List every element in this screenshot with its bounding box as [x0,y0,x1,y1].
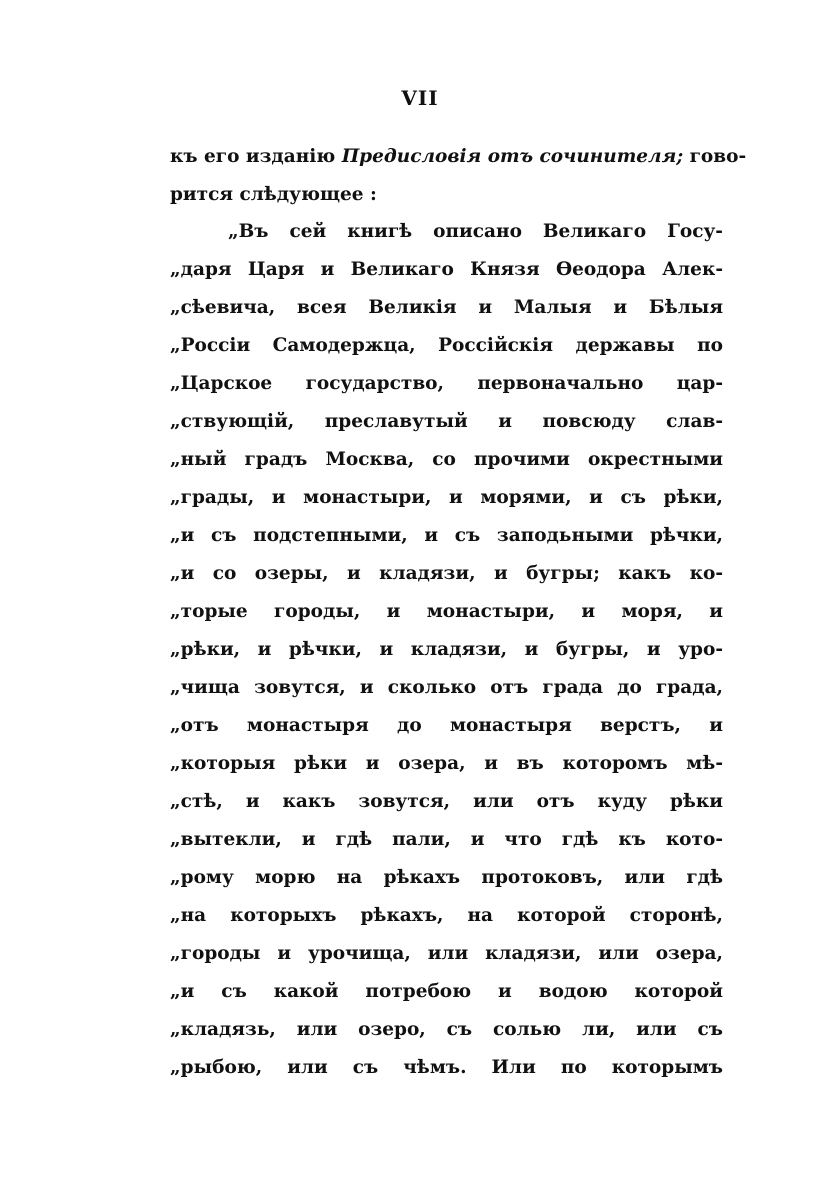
body-line: „и со озеры, и кладязи, и бугры; какъ ко- [170,563,723,584]
body-line: „Царское государство, первоначально цар- [170,373,723,394]
body-line: „отъ монастыря до монастыря верстъ, и [170,715,723,736]
body-line: „на которыхъ рѣкахъ, на которой сторонѣ, [170,905,723,926]
intro-line-1-italic: Предисловія отъ сочинителя; [341,146,684,167]
intro-paragraph [170,138,747,214]
intro-line-2: рится слѣдующее : [170,184,377,205]
body-line: „рѣки, и рѣчки, и кладязи, и бугры, и уро- [170,639,723,660]
body-line: „ствующій, преславутый и повсюду слав- [170,411,723,432]
body-line: „вытекли, и гдѣ пали, и что гдѣ къ кото- [170,829,723,850]
body-line: „чища зовутся, и сколько отъ града до града, [170,677,723,698]
body-line: „и съ подстепными, и съ заподьными рѣчки, [170,525,723,546]
body-line: „Въ сей книгѣ описано Великаго Госу- [228,221,723,242]
body-line: „торые городы, и монастыри, и моря, и [170,601,723,622]
body-line: „которыя рѣки и озера, и въ которомъ мѣ- [170,753,723,774]
quoted-paragraph [170,213,723,1087]
body-line: „даря Царя и Великаго Князя Ѳеодора Алек- [170,259,723,280]
intro-line-1-tail: гово- [683,146,747,167]
body-line: „ный градъ Москва, со прочими окрестными [170,449,723,470]
body-line: „кладязь, или озеро, съ солью ли, или съ [170,1019,723,1040]
body-line: „сѣевича, всея Великія и Малыя и Бѣлыя [170,297,723,318]
body-line: „городы и урочища, или кладязи, или озера, [170,943,723,964]
intro-line-1 [170,138,747,176]
page-number: VII [401,86,439,110]
body-line: „и съ какой потребою и водою которой [170,981,723,1002]
body-line: „рому морю на рѣкахъ протоковъ, или гдѣ [170,867,723,888]
intro-line-1-plain: къ его изданію [170,146,342,167]
body-line: „Россіи Самодержца, Россійскія державы по [170,335,723,356]
body-line: „грады, и монастыри, и морями, и съ рѣки, [170,487,723,508]
body-line: „стѣ, и какъ зовутся, или отъ куду рѣки [170,791,723,812]
body-line: „рыбою, или съ чѣмъ. Или по которымъ [170,1057,723,1078]
